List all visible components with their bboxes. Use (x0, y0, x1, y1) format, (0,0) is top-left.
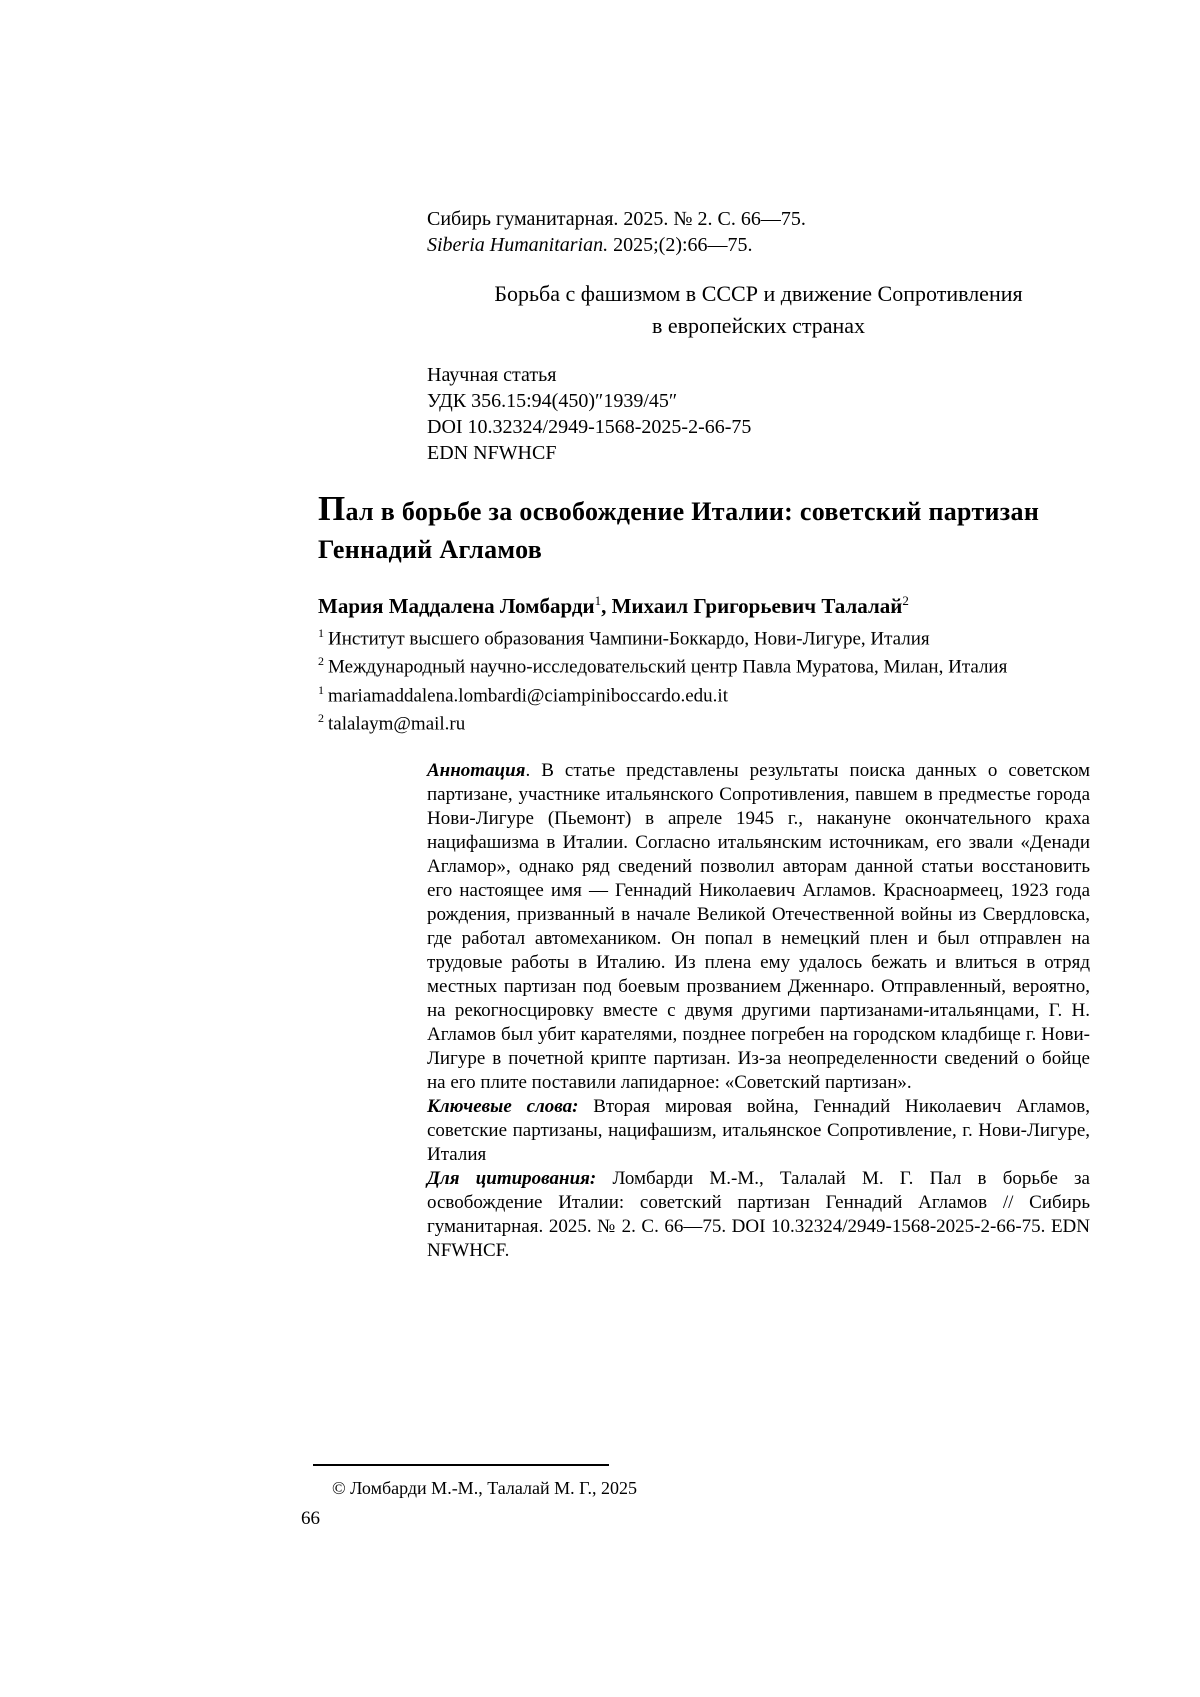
keywords-label: Ключевые слова: (427, 1096, 579, 1118)
author-1-email (318, 679, 1090, 707)
email-1-text: mariamaddalena.lombardi@ciampiniboccardo.edu.it (328, 684, 728, 706)
email-1-superscript: 1 (318, 682, 324, 697)
author-1-name: Мария Маддалена Ломбарди (318, 594, 595, 618)
keywords-paragraph (427, 1095, 1090, 1167)
author-1-superscript: 1 (594, 593, 602, 608)
title-drop-cap: П (318, 489, 346, 528)
affiliation-2-text: Международный научно-исследовательский центр Павла Муратова, Милан, Италия (328, 656, 1008, 678)
author-2-email (318, 707, 1090, 735)
abstract-paragraph (427, 759, 1090, 1095)
article-title-text: ал в борьбе за освобождение Италии: советский партизан Геннадий Агламов (318, 497, 1040, 564)
copyright-line: © Ломбарди М.-М., Талалай М. Г., 2025 (332, 1478, 637, 1498)
for-citation-paragraph (427, 1167, 1090, 1263)
article-meta-block (427, 362, 1090, 466)
udc-code: УДК 356.15:94(450)″1939/45″ (427, 390, 678, 412)
doi-code: DOI 10.32324/2949-1568-2025-2-66-75 (427, 416, 752, 438)
page-number: 66 (301, 1508, 320, 1529)
email-2-superscript: 2 (318, 710, 324, 725)
affiliations-block (318, 622, 1090, 735)
section-title-line2: в европейских странах (651, 313, 866, 338)
journal-citation-en-rest: 2025;(2):66—75. (608, 234, 753, 256)
abstract-label: Аннотация (427, 760, 526, 782)
keywords-text: Вторая мировая война, Геннадий Николаевич Агламов, советские партизаны, нацифашизм, итальянское Сопротивление, г. Нови-Лигуре, Италия (427, 1096, 1091, 1166)
article-title (318, 490, 1090, 569)
affiliation-1 (318, 622, 1090, 650)
affiliation-1-text: Институт высшего образования Чампини-Боккардо, Нови-Лигуре, Италия (328, 628, 930, 650)
for-citation-label: Для цитирования: (427, 1168, 597, 1190)
journal-title-en: Siberia Humanitarian. (427, 234, 609, 256)
journal-citation-ru: Сибирь гуманитарная. 2025. № 2. С. 66—75. (427, 208, 806, 230)
journal-citation-block (427, 206, 1090, 258)
author-2-superscript: 2 (902, 593, 909, 608)
affiliation-2 (318, 650, 1090, 678)
email-2-text: talalaym@mail.ru (328, 713, 466, 735)
affiliation-2-superscript: 2 (318, 654, 324, 669)
journal-citation-en (427, 232, 1090, 258)
section-title (427, 278, 1090, 342)
abstract-text: . В статье представлены результаты поиска данных о советском партизане, участнике итальянского Сопротивления, павшем в предместье города Нови-Лигуре (Пьемонт) в апреле 1945 г., накануне окончательного краха нацифашизма в Италии. Согласно итальянским источникам, его звали «Денади Агламор», однако ряд сведений позволил авторам данной статьи восстановить его настоящее имя — Геннадий Николаевич Агламов. Красноармеец, 1923 года рождения, призванный в начале Великой Отечественной войны из Свердловска, где работал автомехаником. Он попал в немецкий плен и был отправлен на трудовые работы в Италию. Из плена ему удалось бежать и влиться в отряд местных партизан под боевым прозванием Дженнаро. Отправленный, вероятно, на рекогносцировку вместе с двумя другими партизанами-итальянцами, Г. Н. Агламов был убит карателями, позднее погребен на городском кладбище г. Нови-Лигуре в почетной крипте партизан. Из-за неопределенности сведений о бойце на его плите поставили лапидарное: «Советский партизан». (427, 760, 1090, 1094)
article-type: Научная статья (427, 364, 557, 386)
footnote-divider (313, 1464, 609, 1466)
for-citation-text: Ломбарди М.-М., Талалай М. Г. Пал в борьбе за освобождение Италии: советский партизан Геннадий Агламов // Сибирь гуманитарная. 2025. № 2. С. 66—75. DOI 10.32324/2949-1568-2025-2-66-75. EDN NFWHCF. (427, 1168, 1090, 1262)
affiliation-1-superscript: 1 (318, 626, 324, 640)
section-title-line1: Борьба с фашизмом в СССР и движение Сопротивления (494, 281, 1023, 306)
authors-line (318, 587, 1090, 620)
author-2-name: Михаил Григорьевич Талалай (611, 594, 903, 618)
authors-separator: , (601, 594, 612, 618)
edn-code: EDN NFWHCF (427, 442, 557, 464)
abstract-block (427, 759, 1090, 1263)
page-content (318, 206, 1090, 1263)
